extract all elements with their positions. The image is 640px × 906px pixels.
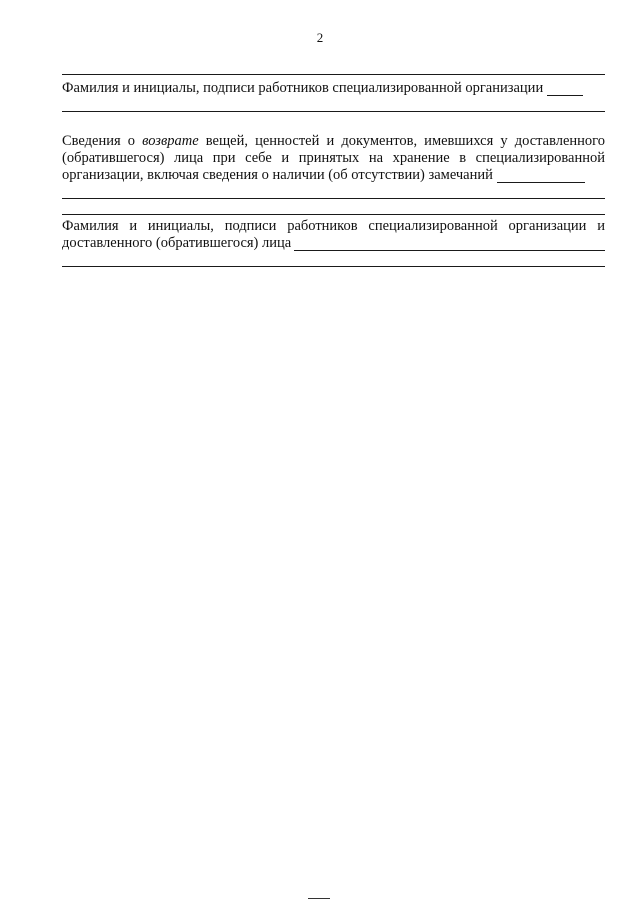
return-info-line-1 (62, 133, 605, 149)
blank-line (62, 214, 605, 215)
return-info-italic-word: возврате (142, 133, 199, 149)
fill-line (497, 170, 585, 183)
signature-caption: Фамилия и инициалы, подписи работников специализированной организации (62, 80, 544, 96)
fill-line (294, 238, 605, 251)
blank-line (62, 266, 605, 267)
page-number: 2 (316, 30, 324, 45)
return-info-text-3: организации, включая сведения о наличии (об отсутствии) замечаний (62, 167, 493, 183)
return-info-line-3 (62, 167, 605, 183)
signature-caption-2: доставленного (обратившегося) лица (62, 235, 292, 251)
blank-line (62, 74, 605, 75)
return-info-text-end: вещей, ценностей и документов, имевшихся у доставленного (205, 133, 606, 149)
blank-line (62, 198, 605, 199)
signature-line-staff (62, 80, 605, 96)
return-info-line-2: (обратившегося) лица при себе и принятых на хранение в специализированной (62, 150, 605, 166)
fill-line (547, 83, 583, 96)
return-info-text-start: Сведения о (62, 133, 136, 149)
signature-line-both-2 (62, 235, 605, 251)
signature-line-both-1: Фамилия и инициалы, подписи работников специализированной организации и (62, 218, 605, 234)
blank-line (62, 111, 605, 112)
